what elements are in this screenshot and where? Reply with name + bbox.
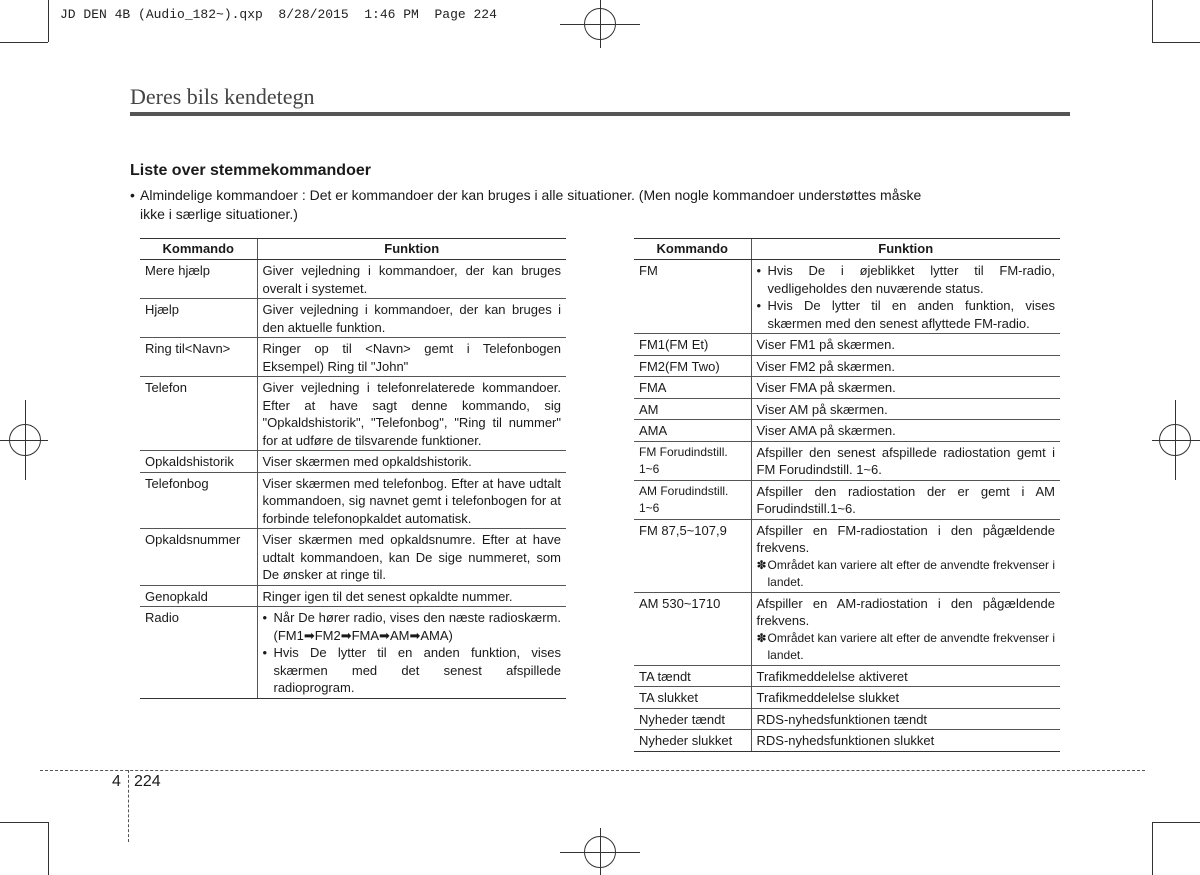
table-row: [140, 472, 566, 529]
command-cell: Mere hjælp: [140, 260, 257, 299]
function-text: Viser FM2 på skærmen.: [756, 358, 895, 374]
bullet-point: [757, 262, 1056, 297]
function-text: Viser AM på skærmen.: [756, 401, 888, 417]
bullet-point: [263, 644, 562, 697]
page-heading: Liste over stemmekommandoer: [130, 162, 371, 179]
command-cell: TA slukket: [634, 687, 751, 709]
footer-divider: [128, 770, 129, 842]
function-text: Viser FM1 på skærmen.: [756, 337, 895, 352]
registration-crosshair: [1152, 440, 1200, 441]
table-row: [634, 480, 1060, 519]
command-cell: FM Forudindstill. 1~6: [634, 441, 751, 480]
function-cell: [751, 355, 1060, 377]
intro-line-1: Almindelige kommandoer : Det er kommandoer der kan bruges i alle situationer. (Men nogle kommandoer understøttes måske: [140, 187, 922, 203]
function-text: Ringer op til <Navn> gemt i Telefonbogen Eksempel) Ring til "John": [262, 341, 561, 374]
table-row: [634, 334, 1060, 356]
function-cell: [751, 592, 1060, 665]
table-header-row: [634, 239, 1060, 260]
table-row: [140, 299, 566, 338]
function-text: Viser AMA på skærmen.: [756, 423, 896, 438]
table-row: [634, 708, 1060, 730]
table-row: [634, 377, 1060, 399]
table-row: [634, 519, 1060, 592]
command-cell: Telefon: [140, 377, 257, 451]
function-cell: [257, 451, 566, 473]
table-row: [140, 338, 566, 377]
function-text: Viser FMA på skærmen.: [756, 380, 896, 395]
function-cell: [751, 377, 1060, 399]
function-cell: [751, 708, 1060, 730]
bullet: •: [262, 610, 268, 625]
function-text: Giver vejledning i kommandoer, der kan bruges i den aktuelle funktion.: [262, 302, 561, 335]
function-text: RDS-nyhedsfunktionen slukket: [756, 733, 935, 748]
chapter-number: 4: [112, 773, 121, 790]
function-cell: [257, 607, 566, 699]
function-cell: [751, 260, 1060, 334]
crop-mark: [1152, 42, 1200, 43]
column-header-command: Kommando: [634, 239, 751, 260]
command-cell: Radio: [140, 607, 257, 699]
function-cell: [751, 334, 1060, 356]
function-text: RDS-nyhedsfunktionen tændt: [756, 711, 928, 727]
section-rule: [130, 112, 1070, 116]
function-text: Giver vejledning i kommandoer, der kan bruges overalt i systemet.: [262, 263, 561, 296]
function-cell: [751, 398, 1060, 420]
table-row: [140, 451, 566, 473]
command-table-left: [140, 238, 566, 699]
table-row: [140, 607, 566, 699]
table-row: [140, 585, 566, 607]
command-cell: AM 530~1710: [634, 592, 751, 665]
bullet-text: Når De hører radio, vises den næste radioskærm. (FM1➡FM2➡FMA➡AM➡AMA): [273, 610, 561, 643]
function-cell: [257, 260, 566, 299]
section-title: Deres bils kendetegn: [130, 84, 315, 109]
command-cell: AM: [634, 398, 751, 420]
footer-rule: [40, 770, 1145, 771]
note-icon: ✽: [756, 630, 767, 645]
note-text: Området kan variere alt efter de anvendte frekvenser i landet.: [767, 630, 1055, 662]
function-text: Viser skærmen med opkaldsnumre. Efter at have udtalt kommandoen, kan De sige nummeret, som De ønsker at ringe til.: [262, 532, 561, 582]
crop-mark: [1152, 822, 1200, 823]
table-row: [634, 420, 1060, 442]
function-cell: [751, 420, 1060, 442]
command-cell: Hjælp: [140, 299, 257, 338]
command-cell: FM1(FM Et): [634, 334, 751, 356]
table-row: [140, 529, 566, 586]
crop-mark: [0, 42, 48, 43]
function-cell: [257, 472, 566, 529]
column-header-function: Funktion: [751, 239, 1060, 260]
note: [757, 557, 1056, 591]
table-row: [140, 260, 566, 299]
function-text: Trafikmeddelelse slukket: [756, 690, 900, 705]
function-text: Viser skærmen med telefonbog. Efter at have udtalt kommandoen, sig navnet gemt i telefonbogen for at forbinde telefonopkaldet automatisk.: [262, 475, 561, 526]
bullet: •: [262, 645, 268, 660]
table-row: [634, 355, 1060, 377]
command-cell: Telefonbog: [140, 472, 257, 529]
crop-mark: [1152, 0, 1153, 42]
function-cell: [257, 338, 566, 377]
command-cell: FM 87,5~107,9: [634, 519, 751, 592]
command-cell: AMA: [634, 420, 751, 442]
column-header-function: Funktion: [257, 239, 566, 260]
command-cell: Opkaldshistorik: [140, 451, 257, 473]
bullet-point: [757, 297, 1056, 332]
print-slug: JD DEN 4B (Audio_182~).qxp 8/28/2015 1:46 PM Page 224: [60, 7, 497, 22]
note-text: Området kan variere alt efter de anvendte frekvenser i landet.: [767, 557, 1055, 589]
function-text: Afspiller den radiostation der er gemt i AM Forudindstill.1~6.: [756, 483, 1055, 516]
function-text: Afspiller en AM-radiostation i den pågældende frekvens.: [756, 595, 1055, 628]
command-cell: FM2(FM Two): [634, 355, 751, 377]
function-cell: [751, 441, 1060, 480]
intro-paragraph: [130, 186, 1070, 224]
registration-crosshair: [0, 440, 48, 441]
crop-mark: [1152, 822, 1153, 875]
bullet-text: Hvis De i øjeblikket lytter til FM-radio, vedligeholdes den nuværende status.: [767, 263, 1055, 296]
table-row: [634, 730, 1060, 752]
function-text: Trafikmeddelelse aktiveret: [756, 668, 908, 684]
note-icon: ✽: [756, 557, 767, 572]
command-cell: Nyheder tændt: [634, 708, 751, 730]
bullet: •: [756, 298, 762, 313]
command-table-right: [634, 238, 1060, 752]
column-header-command: Kommando: [140, 239, 257, 260]
function-cell: [257, 585, 566, 607]
bullet: •: [756, 263, 762, 278]
command-cell: AM Forudindstill. 1~6: [634, 480, 751, 519]
function-text: Giver vejledning i telefonrelaterede kommandoer. Efter at have sagt denne kommando, sig "Opkaldshistorik", "Telefonbog", "Ring til nummer" for at udføre de tilsvarende funktioner.: [262, 380, 561, 448]
command-cell: Opkaldsnummer: [140, 529, 257, 586]
command-cell: Nyheder slukket: [634, 730, 751, 752]
function-cell: [257, 377, 566, 451]
bullet: •: [130, 187, 135, 203]
command-cell: TA tændt: [634, 665, 751, 687]
table-header-row: [140, 239, 566, 260]
table-row: [634, 687, 1060, 709]
table-row: [634, 260, 1060, 334]
function-cell: [751, 665, 1060, 687]
function-cell: [751, 730, 1060, 752]
table-row: [634, 592, 1060, 665]
function-text: Afspiller en FM-radiostation i den pågældende frekvens.: [756, 522, 1055, 555]
table-row: [634, 665, 1060, 687]
command-cell: Genopkald: [140, 585, 257, 607]
registration-crosshair: [600, 0, 601, 48]
crop-mark: [48, 822, 49, 875]
bullet-text: Hvis De lytter til en anden funktion, vises skærmen med den senest aflyttede FM-radio.: [767, 298, 1055, 331]
note: [757, 630, 1056, 664]
function-text: Afspiller den senest afspillede radiostation gemt i FM Forudindstill. 1~6.: [756, 444, 1055, 477]
command-cell: FMA: [634, 377, 751, 399]
table-row: [140, 377, 566, 451]
table-row: [634, 398, 1060, 420]
function-cell: [257, 529, 566, 586]
crop-mark: [0, 822, 48, 823]
function-cell: [751, 687, 1060, 709]
function-text: Ringer igen til det senest opkaldte nummer.: [262, 588, 513, 604]
table-row: [634, 441, 1060, 480]
function-cell: [751, 519, 1060, 592]
function-cell: [257, 299, 566, 338]
command-cell: FM: [634, 260, 751, 334]
registration-crosshair: [25, 400, 26, 480]
bullet-text: Hvis De lytter til en anden funktion, vises skærmen med det senest afspillede radioprogram.: [273, 645, 561, 695]
crop-mark: [48, 0, 49, 42]
bullet-point: [263, 609, 562, 644]
function-cell: [751, 480, 1060, 519]
intro-line-2: ikke i særlige situationer.): [140, 206, 298, 222]
command-cell: Ring til<Navn>: [140, 338, 257, 377]
function-text: Viser skærmen med opkaldshistorik.: [262, 454, 472, 469]
page-number: 224: [134, 773, 161, 790]
registration-crosshair: [1175, 400, 1176, 480]
registration-crosshair: [600, 828, 601, 875]
